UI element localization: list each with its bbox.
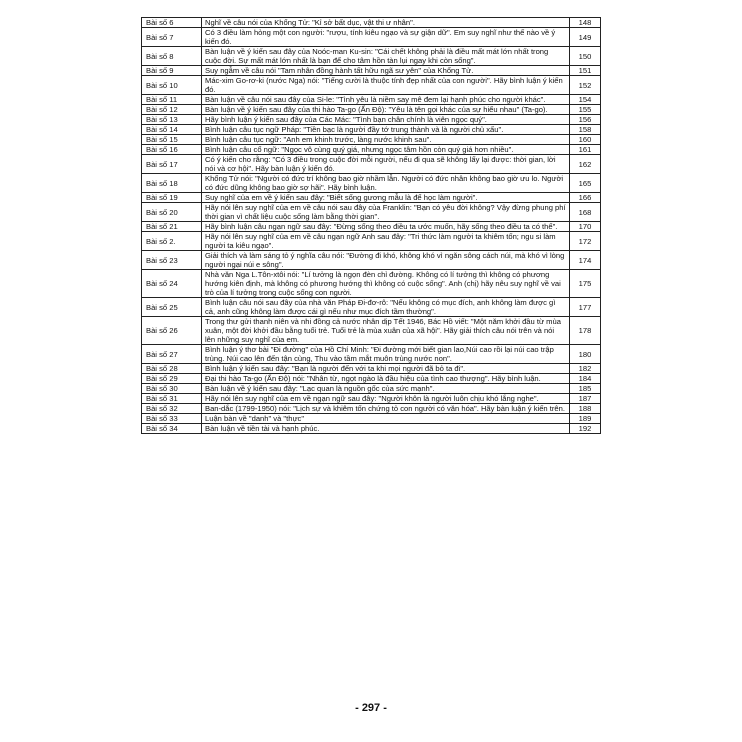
entry-text: Bàn luận về câu nói sau đây của Si-le: "Tình yêu là niềm say mê đem lại hạnh phúc cho người khác".	[202, 95, 570, 105]
entry-number: Bài số 25	[142, 298, 202, 317]
entry-number: Bài số 2.	[142, 232, 202, 251]
entry-number: Bài số 26	[142, 317, 202, 345]
entry-number: Bài số 19	[142, 193, 202, 203]
entry-number: Bài số 24	[142, 270, 202, 298]
entry-number: Bài số 16	[142, 145, 202, 155]
entry-number: Bài số 14	[142, 125, 202, 135]
toc-row	[142, 345, 601, 364]
entry-page: 151	[570, 66, 601, 76]
entry-page: 148	[570, 18, 601, 28]
entry-number: Bài số 27	[142, 345, 202, 364]
entry-number: Bài số 8	[142, 47, 202, 66]
entry-page: 172	[570, 232, 601, 251]
entry-page: 161	[570, 145, 601, 155]
entry-number: Bài số 31	[142, 394, 202, 404]
entry-text: Luận bàn về "danh" và "thực"	[202, 414, 570, 424]
entry-number: Bài số 15	[142, 135, 202, 145]
toc-row	[142, 384, 601, 394]
toc-row	[142, 28, 601, 47]
toc-row	[142, 270, 601, 298]
entry-text: Hãy nói lên suy nghĩ của em về câu ngạn ngữ Anh sau đây: "Tri thức làm người ta khiêm tốn; ngu si làm người ta kiêu ngạo".	[202, 232, 570, 251]
entry-number: Bài số 23	[142, 251, 202, 270]
entry-page: 155	[570, 105, 601, 115]
entry-text: Bình luận câu tục ngữ Pháp: "Tiền bạc là người đầy tớ trung thành và là người chủ xấu".	[202, 125, 570, 135]
toc-row	[142, 414, 601, 424]
entry-number: Bài số 20	[142, 203, 202, 222]
entry-page: 178	[570, 317, 601, 345]
entry-number: Bài số 34	[142, 424, 202, 434]
entry-text: Bàn luận về ý kiến sau đây của thi hào Ta-go (Ấn Độ): "Yêu là tên gọi khác của sự hiểu nhau" (Ta-go).	[202, 105, 570, 115]
entry-page: 154	[570, 95, 601, 105]
toc-row	[142, 394, 601, 404]
toc-row	[142, 317, 601, 345]
entry-page: 174	[570, 251, 601, 270]
toc-row	[142, 404, 601, 414]
entry-page: 184	[570, 374, 601, 384]
toc-row	[142, 66, 601, 76]
entry-text: Suy ngẫm về câu nói "Tam nhân đồng hành tất hữu ngã sư yên" của Khổng Tử.	[202, 66, 570, 76]
entry-page: 162	[570, 155, 601, 174]
entry-text: Bình luận câu cổ ngữ: "Ngọc vô cùng quý giá, nhưng ngọc tâm hồn còn quý giá hơn nhiều".	[202, 145, 570, 155]
entry-page: 189	[570, 414, 601, 424]
page-number: - 297 -	[355, 702, 387, 714]
entry-page: 192	[570, 424, 601, 434]
entry-page: 156	[570, 115, 601, 125]
toc-body	[142, 18, 601, 434]
toc-row	[142, 155, 601, 174]
entry-text: Hãy nói lên suy nghĩ của em về ngạn ngữ sau đây: "Người khôn là người luôn chịu khó lắng nghe".	[202, 394, 570, 404]
entry-text: Có ý kiến cho rằng: "Có 3 điều trong cuộc đời mỗi người, nếu đi qua sẽ không lấy lại được: thời gian, lời nói và cơ hội". Hãy bàn luận ý kiến đó.	[202, 155, 570, 174]
entry-text: Có 3 điều làm hỏng một con người: "rượu, tính kiêu ngạo và sự giận dữ". Em suy nghĩ như thế nào về ý kiến đó.	[202, 28, 570, 47]
entry-text: Mác-xim Go-rơ-ki (nước Nga) nói: "Tiếng cười là thuộc tính đẹp nhất của con người". Hãy bình luận ý kiến đó.	[202, 76, 570, 95]
entry-page: 170	[570, 222, 601, 232]
entry-text: Giải thích và làm sáng tỏ ý nghĩa câu nói: "Đường đi khó, không khó vì ngăn sông cách núi, mà khó vì lòng người ngại núi e sông".	[202, 251, 570, 270]
entry-number: Bài số 33	[142, 414, 202, 424]
entry-page: 166	[570, 193, 601, 203]
entry-number: Bài số 17	[142, 155, 202, 174]
entry-text: Ban-dắc (1799-1950) nói: "Lịch sự và khiêm tốn chứng tỏ con người có văn hóa". Hãy bàn luận ý kiến trên.	[202, 404, 570, 414]
entry-text: Bàn luận về ý kiến sau đây: "Lạc quan là nguồn gốc của sức mạnh".	[202, 384, 570, 394]
entry-number: Bài số 30	[142, 384, 202, 394]
entry-text: Hãy nói lên suy nghĩ của em về câu nói sau đây của Franklin: "Bạn có yêu đời không? Vậy đừng phung phí thời gian vì chất liệu cuộc sống làm bằng thời gian".	[202, 203, 570, 222]
entry-text: Bình luận câu tục ngữ: "Anh em khinh trước, làng nước khinh sau".	[202, 135, 570, 145]
entry-text: Suy nghĩ của em về ý kiến sau đây: "Biết sống gương mẫu là để học làm người".	[202, 193, 570, 203]
toc-row	[142, 203, 601, 222]
toc-row	[142, 135, 601, 145]
entry-page: 165	[570, 174, 601, 193]
entry-number: Bài số 9	[142, 66, 202, 76]
entry-number: Bài số 13	[142, 115, 202, 125]
toc-row	[142, 105, 601, 115]
table-of-contents	[141, 17, 601, 434]
entry-number: Bài số 7	[142, 28, 202, 47]
entry-text: Hãy bình luận câu ngạn ngữ sau đây: "Đừng sống theo điều ta ước muốn, hãy sống theo điều ta có thể".	[202, 222, 570, 232]
entry-page: 187	[570, 394, 601, 404]
entry-page: 168	[570, 203, 601, 222]
entry-page: 152	[570, 76, 601, 95]
toc-row	[142, 125, 601, 135]
toc-row	[142, 145, 601, 155]
entry-number: Bài số 6	[142, 18, 202, 28]
entry-page: 188	[570, 404, 601, 414]
toc-row	[142, 424, 601, 434]
entry-text: Bình luận ý kiến sau đây: "Bạn là người đến với ta khi mọi người đã bỏ ta đi".	[202, 364, 570, 374]
entry-page: 149	[570, 28, 601, 47]
entry-number: Bài số 11	[142, 95, 202, 105]
entry-text: Bàn luận về tiền tài và hạnh phúc.	[202, 424, 570, 434]
toc-row	[142, 76, 601, 95]
entry-text: Đại thi hào Ta-go (Ấn Độ) nói: "Nhân từ, ngọt ngào là đầu hiệu của tình cao thượng". Hãy bình luận.	[202, 374, 570, 384]
entry-number: Bài số 28	[142, 364, 202, 374]
entry-number: Bài số 18	[142, 174, 202, 193]
toc-row	[142, 115, 601, 125]
entry-page: 180	[570, 345, 601, 364]
entry-text: Trong thư gửi thanh niên và nhi đồng cả nước nhân dịp Tết 1946, Bác Hồ viết: "Một năm khởi đầu từ mùa xuân, một đời khởi đầu bằng tuổi trẻ. Tuổi trẻ là mùa xuân của xã hội". Hãy giải thích câu nói trên và nói lên những suy nghĩ của em.	[202, 317, 570, 345]
entry-number: Bài số 32	[142, 404, 202, 414]
toc-row	[142, 298, 601, 317]
entry-page: 175	[570, 270, 601, 298]
entry-text: Bình luận câu nói sau đây của nhà văn Pháp Đi-đơ-rô: "Nếu không có mục đích, anh không làm được gì cả, anh cũng không làm được cái gì nếu như mục đích tầm thường".	[202, 298, 570, 317]
entry-text: Bàn luận về ý kiến sau đây của Noóc-man Ku-sin: "Cái chết không phải là điều mất mát lớn nhất trong cuộc đời. Sự mất mát lớn nhất là bạn để cho tâm hồn tàn lụi ngay khi còn sống".	[202, 47, 570, 66]
entry-page: 150	[570, 47, 601, 66]
toc-row	[142, 193, 601, 203]
toc-row	[142, 232, 601, 251]
entry-page: 182	[570, 364, 601, 374]
toc-row	[142, 364, 601, 374]
toc-row	[142, 174, 601, 193]
entry-page: 177	[570, 298, 601, 317]
entry-number: Bài số 10	[142, 76, 202, 95]
toc-row	[142, 251, 601, 270]
entry-number: Bài số 21	[142, 222, 202, 232]
entry-text: Hãy bình luận ý kiến sau đây của Các Mác: "Tình bạn chân chính là viên ngọc quý".	[202, 115, 570, 125]
entry-page: 158	[570, 125, 601, 135]
toc-row	[142, 18, 601, 28]
toc-row	[142, 222, 601, 232]
entry-number: Bài số 12	[142, 105, 202, 115]
entry-text: Nhà văn Nga L.Tôn-xtôi nói: "Lí tưởng là ngọn đèn chỉ đường. Không có lí tưởng thì không có phương hướng kiên định, mà không có phương hướng thì không có cuộc sống". Anh (chị) hãy nêu suy nghĩ về vai trò của lí tưởng trong cuộc sống con người.	[202, 270, 570, 298]
toc-row	[142, 47, 601, 66]
entry-text: Nghĩ về câu nói của Khổng Tử: "Kỉ sở bất dục, vật thi ư nhân".	[202, 18, 570, 28]
entry-text: Khổng Tử nói: "Người có đức trí không bao giờ nhầm lẫn. Người có đức nhân không bao giờ ưu lo. Người có đức dũng không bao giờ sợ hãi". Hãy bình luận.	[202, 174, 570, 193]
toc-row	[142, 374, 601, 384]
entry-text: Bình luận ý thơ bài "Đi đường" của Hồ Chí Minh: "Đi đường mới biết gian lao,Núi cao rồi lại núi cao trập trùng. Núi cao lên đến tận cùng, Thu vào tầm mắt muôn trùng nước non".	[202, 345, 570, 364]
entry-page: 160	[570, 135, 601, 145]
toc-row	[142, 95, 601, 105]
entry-number: Bài số 29	[142, 374, 202, 384]
entry-page: 185	[570, 384, 601, 394]
